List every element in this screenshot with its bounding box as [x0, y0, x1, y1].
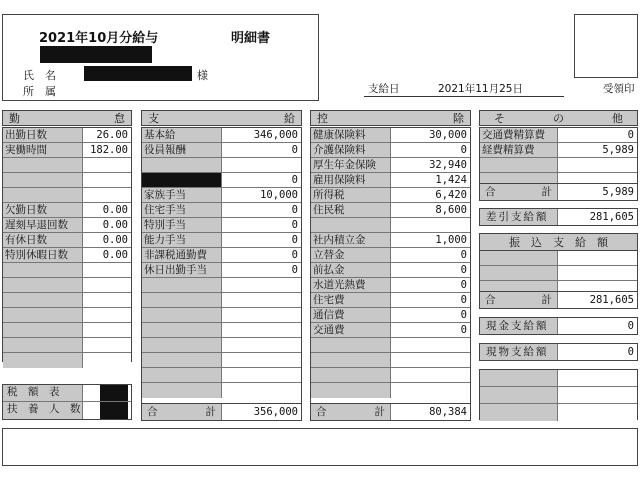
payments-item-label — [142, 353, 222, 367]
attendance-item-value — [83, 173, 131, 187]
attendance-header — [2, 110, 132, 126]
deductions-table — [310, 127, 471, 404]
deductions-item-label — [311, 218, 391, 232]
attendance-header-right: 怠 — [114, 112, 125, 125]
deductions-row — [311, 368, 470, 383]
attendance-row — [3, 173, 131, 188]
payments-row — [142, 323, 301, 338]
deductions-item-value: 0 — [391, 323, 470, 337]
deductions-row — [311, 218, 470, 233]
deductions-row — [311, 188, 470, 203]
payments-item-value — [222, 293, 301, 307]
deductions-item-value: 0 — [391, 263, 470, 277]
deductions-row — [311, 338, 470, 353]
transfer-header — [479, 233, 638, 251]
attendance-item-label: 出勤日数 — [3, 128, 83, 142]
payments-item-label — [142, 368, 222, 382]
attendance-item-value: 0.00 — [83, 248, 131, 262]
deductions-item-label: 水道光熱費 — [311, 278, 391, 292]
deductions-row — [311, 263, 470, 278]
deductions-item-value: 1,000 — [391, 233, 470, 247]
payments-row — [142, 368, 301, 383]
payments-row — [142, 383, 301, 398]
attendance-item-label: 有休日数 — [3, 233, 83, 247]
payments-row — [142, 308, 301, 323]
attendance-row — [3, 353, 131, 368]
deductions-item-value: 6,420 — [391, 188, 470, 202]
blank-right-table — [479, 369, 638, 420]
other-total-right: 計 — [541, 186, 552, 198]
attendance-row — [3, 338, 131, 353]
attendance-item-value: 0.00 — [83, 203, 131, 217]
other-total — [479, 183, 638, 201]
transfer-row — [480, 266, 637, 281]
other-item-label — [480, 158, 558, 172]
attendance-item-value — [83, 263, 131, 277]
other-table — [479, 127, 638, 186]
deductions-item-label: 厚生年金保険 — [311, 158, 391, 172]
attendance-item-value: 26.00 — [83, 128, 131, 142]
transfer-item-label — [480, 266, 558, 280]
deductions-row — [311, 173, 470, 188]
payments-item-label — [142, 293, 222, 307]
deductions-item-label — [311, 383, 391, 398]
deductions-row — [311, 233, 470, 248]
attendance-item-value — [83, 188, 131, 202]
payday-underline — [364, 96, 564, 97]
goods-pay-value: 0 — [627, 346, 634, 358]
deductions-item-value — [391, 383, 470, 398]
attendance-row — [3, 308, 131, 323]
deductions-row — [311, 293, 470, 308]
deductions-item-label: 前払金 — [311, 263, 391, 277]
deductions-item-label: 交通費 — [311, 323, 391, 337]
attendance-item-value — [83, 338, 131, 352]
payments-header — [141, 110, 302, 126]
attendance-item-label — [3, 323, 83, 337]
payments-item-label: 住宅手当 — [142, 203, 222, 217]
attendance-item-label — [3, 158, 83, 172]
tax-table-box — [2, 384, 132, 420]
deductions-item-label: 介護保険料 — [311, 143, 391, 157]
attendance-item-value — [83, 353, 131, 368]
payments-row — [142, 293, 301, 308]
net-pay-value: 281,605 — [589, 211, 634, 223]
attendance-row — [3, 248, 131, 263]
attendance-item-value — [83, 158, 131, 172]
attendance-row — [3, 293, 131, 308]
deductions-row — [311, 353, 470, 368]
attendance-item-value — [83, 308, 131, 322]
deductions-row — [311, 308, 470, 323]
other-header — [479, 110, 638, 126]
transfer-item-value — [558, 251, 637, 265]
receipt-stamp-label: 受領印 — [603, 83, 635, 95]
payments-row — [142, 143, 301, 158]
dependents-label: 扶 養 人 数 — [3, 402, 83, 419]
cash-pay-label: 現金支給額 — [480, 318, 558, 334]
payments-item-label — [142, 383, 222, 398]
transfer-total — [479, 291, 638, 309]
attendance-item-value — [83, 323, 131, 337]
redacted-dependents — [100, 402, 128, 419]
deductions-item-label: 社内積立金 — [311, 233, 391, 247]
attendance-row — [3, 218, 131, 233]
other-item-label: 経費精算費 — [480, 143, 558, 157]
attendance-row — [3, 323, 131, 338]
attendance-item-label: 欠勤日数 — [3, 203, 83, 217]
attendance-item-label — [3, 308, 83, 322]
attendance-item-value: 0.00 — [83, 218, 131, 232]
attendance-item-label — [3, 353, 83, 368]
payments-row — [142, 338, 301, 353]
attendance-row — [3, 263, 131, 278]
other-total-value: 5,989 — [602, 186, 634, 198]
redacted-company — [40, 46, 152, 63]
deductions-row — [311, 323, 470, 338]
deductions-header — [310, 110, 471, 126]
payments-item-value: 0 — [222, 233, 301, 247]
payments-row — [142, 263, 301, 278]
goods-pay-label: 現物支給額 — [480, 344, 558, 360]
payments-item-value: 10,000 — [222, 188, 301, 202]
attendance-row — [3, 188, 131, 203]
attendance-item-label — [3, 278, 83, 292]
other-header-part-3: 他 — [612, 112, 623, 125]
transfer-total-value: 281,605 — [589, 294, 634, 306]
deductions-row — [311, 158, 470, 173]
goods-pay-row — [479, 343, 638, 361]
attendance-item-value — [83, 293, 131, 307]
other-item-label: 交通費精算費 — [480, 128, 558, 142]
attendance-header-left: 勤 — [9, 112, 20, 125]
payday-value: 2021年11月25日 — [438, 83, 523, 95]
payments-item-value — [222, 158, 301, 172]
attendance-item-label — [3, 173, 83, 187]
other-header-part-2: の — [553, 112, 564, 125]
payments-item-value — [222, 308, 301, 322]
payments-item-label — [142, 323, 222, 337]
payments-item-value — [222, 353, 301, 367]
payments-item-value — [222, 323, 301, 337]
deductions-row — [311, 278, 470, 293]
cash-pay-row — [479, 317, 638, 335]
deductions-item-value: 8,600 — [391, 203, 470, 217]
other-total-left: 合 — [485, 186, 496, 198]
payments-row — [142, 128, 301, 143]
transfer-row — [480, 251, 637, 266]
transfer-total-right: 計 — [541, 294, 552, 306]
remarks-box — [2, 428, 638, 466]
other-header-part-1: そ — [494, 112, 505, 125]
other-row — [480, 128, 637, 143]
attendance-row — [3, 128, 131, 143]
attendance-row — [3, 233, 131, 248]
other-item-value — [558, 158, 637, 172]
deductions-row — [311, 143, 470, 158]
deductions-item-label: 通信費 — [311, 308, 391, 322]
redacted-tax-table — [100, 385, 128, 401]
deductions-item-label: 所得税 — [311, 188, 391, 202]
attendance-item-label: 遅刻早退回数 — [3, 218, 83, 232]
deductions-item-value: 0 — [391, 248, 470, 262]
payments-item-label — [142, 278, 222, 292]
payslip-title: 2021年10月分給与 — [39, 31, 159, 46]
payments-row — [142, 203, 301, 218]
payments-item-label: 能力手当 — [142, 233, 222, 247]
deductions-total-value: 80,384 — [429, 406, 467, 418]
attendance-table — [2, 127, 132, 362]
payments-header-left: 支 — [148, 112, 159, 125]
payments-table — [141, 127, 302, 404]
other-row — [480, 143, 637, 158]
attendance-row — [3, 203, 131, 218]
payments-total-value: 356,000 — [253, 406, 298, 418]
payments-item-value: 0 — [222, 203, 301, 217]
attendance-row — [3, 143, 131, 158]
payments-item-label: 役員報酬 — [142, 143, 222, 157]
payments-item-value: 0 — [222, 263, 301, 277]
attendance-item-value: 0.00 — [83, 233, 131, 247]
payments-item-label: 非課税通勤費 — [142, 248, 222, 262]
document-label: 明細書 — [231, 31, 271, 46]
payments-item-label — [142, 158, 222, 172]
deductions-total — [310, 403, 471, 421]
payments-row — [142, 233, 301, 248]
payments-item-value — [222, 278, 301, 292]
deductions-item-label — [311, 368, 391, 382]
deductions-row — [311, 128, 470, 143]
deductions-row — [311, 203, 470, 218]
attendance-row — [3, 278, 131, 293]
attendance-item-label — [3, 293, 83, 307]
payments-item-label: 家族手当 — [142, 188, 222, 202]
payments-item-value — [222, 338, 301, 352]
deductions-item-label — [311, 353, 391, 367]
payments-item-label — [142, 338, 222, 352]
payments-row — [142, 218, 301, 233]
payments-item-label: 特別手当 — [142, 218, 222, 232]
other-row — [480, 158, 637, 173]
deductions-item-value — [391, 368, 470, 382]
payments-row — [142, 173, 301, 188]
attendance-item-label: 特別休暇日数 — [3, 248, 83, 262]
payments-item-value — [222, 383, 301, 398]
attendance-item-value — [83, 278, 131, 292]
payments-row — [142, 188, 301, 203]
attendance-item-label: 実働時間 — [3, 143, 83, 157]
name-label: 氏 名 — [23, 69, 56, 82]
payments-item-value — [222, 368, 301, 382]
transfer-item-value — [558, 266, 637, 280]
payments-row — [142, 158, 301, 173]
deductions-item-value: 0 — [391, 143, 470, 157]
deductions-row — [311, 248, 470, 263]
transfer-total-left: 合 — [485, 294, 496, 306]
deductions-item-value: 0 — [391, 293, 470, 307]
other-item-value: 0 — [558, 128, 637, 142]
receipt-stamp-box — [574, 14, 638, 78]
transfer-item-label — [480, 251, 558, 265]
net-pay-label: 差引支給額 — [480, 209, 558, 225]
deductions-total-left: 合 — [316, 406, 327, 418]
name-suffix: 様 — [197, 69, 208, 82]
deductions-item-value: 0 — [391, 278, 470, 292]
attendance-item-value: 182.00 — [83, 143, 131, 157]
payments-item-value: 0 — [222, 218, 301, 232]
deductions-item-label — [311, 338, 391, 352]
net-pay-row — [479, 208, 638, 226]
deductions-header-right: 除 — [453, 112, 464, 125]
payments-total — [141, 403, 302, 421]
payments-item-label — [142, 308, 222, 322]
deductions-header-left: 控 — [317, 112, 328, 125]
payments-header-right: 給 — [284, 112, 295, 125]
deductions-item-value — [391, 218, 470, 232]
deductions-item-value: 0 — [391, 308, 470, 322]
deductions-item-value — [391, 338, 470, 352]
payments-row — [142, 353, 301, 368]
attendance-item-label — [3, 263, 83, 277]
payments-row — [142, 248, 301, 263]
deductions-item-label: 雇用保険料 — [311, 173, 391, 187]
payments-row — [142, 278, 301, 293]
transfer-header-label: 振 込 支 給 額 — [509, 236, 608, 249]
attendance-item-label — [3, 338, 83, 352]
cash-pay-value: 0 — [627, 320, 634, 332]
redacted-employee-name — [84, 66, 192, 81]
deductions-item-value: 1,424 — [391, 173, 470, 187]
attendance-row — [3, 158, 131, 173]
payments-item-value: 0 — [222, 248, 301, 262]
department-label: 所 属 — [23, 85, 56, 98]
deductions-item-value — [391, 353, 470, 367]
header-box — [2, 14, 319, 101]
deductions-item-label: 住民税 — [311, 203, 391, 217]
payments-item-value: 346,000 — [222, 128, 301, 142]
other-item-value: 5,989 — [558, 143, 637, 157]
payments-item-value: 0 — [222, 173, 301, 187]
deductions-total-right: 計 — [374, 406, 385, 418]
payments-total-left: 合 — [147, 406, 158, 418]
attendance-item-label — [3, 188, 83, 202]
deductions-item-value: 32,940 — [391, 158, 470, 172]
deductions-item-value: 30,000 — [391, 128, 470, 142]
payments-item-label: 基本給 — [142, 128, 222, 142]
payments-item-label: 休日出勤手当 — [142, 263, 222, 277]
deductions-item-label: 立替金 — [311, 248, 391, 262]
tax-table-label: 税 額 表 — [3, 385, 83, 401]
transfer-table — [479, 250, 638, 292]
deductions-item-label: 住宅費 — [311, 293, 391, 307]
deductions-row — [311, 383, 470, 398]
payday-label: 支給日 — [368, 83, 400, 95]
deductions-item-label: 健康保険料 — [311, 128, 391, 142]
payments-item-value: 0 — [222, 143, 301, 157]
redacted-item-label — [142, 173, 222, 187]
payments-total-right: 計 — [205, 406, 216, 418]
